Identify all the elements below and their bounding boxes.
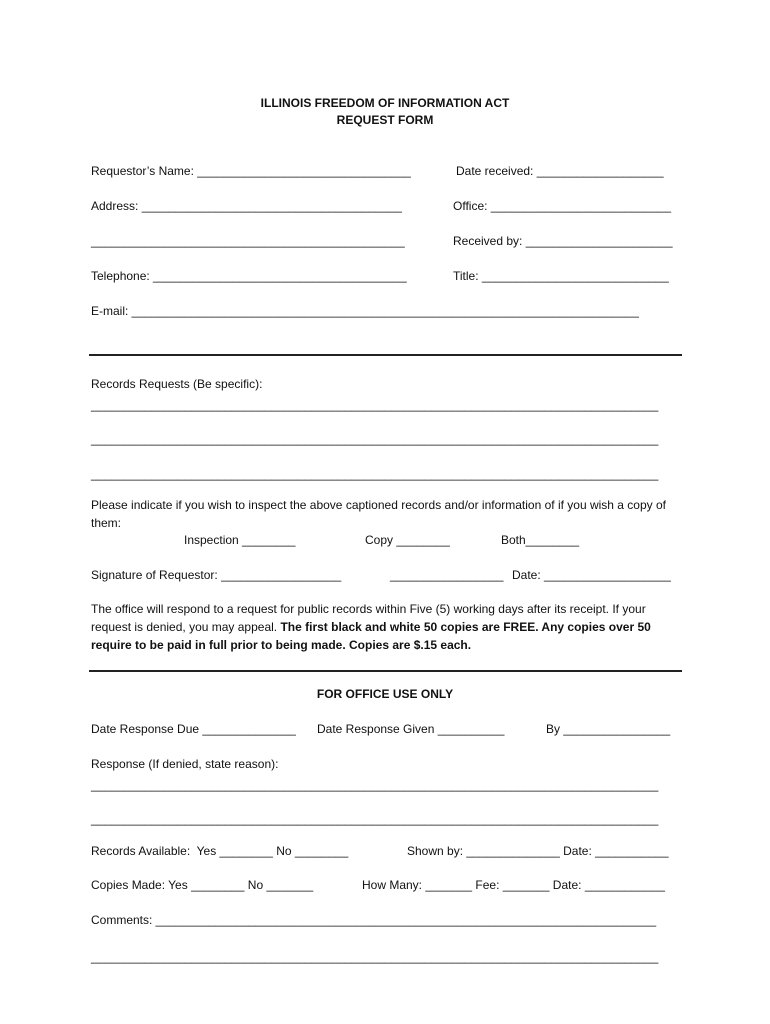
form-title-line2: REQUEST FORM xyxy=(336,113,434,127)
signature-field[interactable]: Signature of Requestor: __________________ xyxy=(91,568,342,582)
address-line2-field[interactable]: _______________________________________________ xyxy=(91,234,405,248)
records-request-line-1[interactable]: _____________________________________________________________________________________ xyxy=(91,398,659,412)
signature-date-field[interactable]: Date: ___________________ xyxy=(512,568,671,582)
copies-made-field[interactable]: Copies Made: Yes ________ No _______ xyxy=(91,878,314,892)
requestor-name-field[interactable]: Requestor’s Name: ________________________________ xyxy=(91,164,411,178)
both-option[interactable]: Both________ xyxy=(501,533,580,547)
by-field[interactable]: By ________________ xyxy=(546,722,671,736)
shown-by-field[interactable]: Shown by: ______________ Date: ___________ xyxy=(407,844,669,858)
date-received-field[interactable]: Date received: ___________________ xyxy=(456,164,664,178)
date-response-given-field[interactable]: Date Response Given __________ xyxy=(317,722,505,736)
records-request-line-3[interactable]: _____________________________________________________________________________________ xyxy=(91,467,659,481)
records-request-line-2[interactable]: _____________________________________________________________________________________ xyxy=(91,432,659,446)
notice-bold-text: The first black and white 50 copies are FREE. Any copies over 50 require to be paid in full prior to being made. Copies are $.15 each. xyxy=(91,620,651,652)
response-line-1[interactable]: _____________________________________________________________________________________ xyxy=(91,778,659,792)
telephone-field[interactable]: Telephone: ______________________________________ xyxy=(91,269,407,283)
comments-line-2[interactable]: _____________________________________________________________________________________ xyxy=(91,950,659,964)
office-field[interactable]: Office: ___________________________ xyxy=(453,199,671,213)
copy-option[interactable]: Copy ________ xyxy=(365,533,450,547)
inspect-instructions: Please indicate if you wish to inspect the above captioned records and/or information of if you wish a copy of them: xyxy=(91,498,666,530)
section-divider xyxy=(89,354,682,356)
address-field[interactable]: Address: _______________________________________ xyxy=(91,199,402,213)
comments-field[interactable]: Comments: ___________________________________________________________________________ xyxy=(91,913,657,927)
date-response-due-field[interactable]: Date Response Due ______________ xyxy=(91,722,296,736)
notice-text: The office will respond to a request for public records within Five (5) working days after its receipt. If your request is denied, you may appeal. xyxy=(91,602,646,634)
response-notice xyxy=(91,600,676,654)
email-field[interactable]: E-mail: ____________________________________________________________________________ xyxy=(91,304,639,318)
records-request-label: Records Requests (Be specific): xyxy=(91,377,263,391)
inspection-option[interactable]: Inspection ________ xyxy=(184,533,296,547)
records-available-field[interactable]: Records Available: Yes ________ No ________ xyxy=(91,844,349,858)
response-label: Response (If denied, state reason): xyxy=(91,757,279,771)
form-title-line1: ILLINOIS FREEDOM OF INFORMATION ACT xyxy=(260,96,510,110)
title-field[interactable]: Title: ____________________________ xyxy=(453,269,669,283)
response-line-2[interactable]: _____________________________________________________________________________________ xyxy=(91,812,659,826)
received-by-field[interactable]: Received by: ______________________ xyxy=(453,234,673,248)
signature-blank-field[interactable]: _________________ xyxy=(390,568,504,582)
office-use-heading: FOR OFFICE USE ONLY xyxy=(316,687,454,701)
how-many-fee-date-field[interactable]: How Many: _______ Fee: _______ Date: ____________ xyxy=(362,878,665,892)
office-use-divider xyxy=(89,670,682,672)
